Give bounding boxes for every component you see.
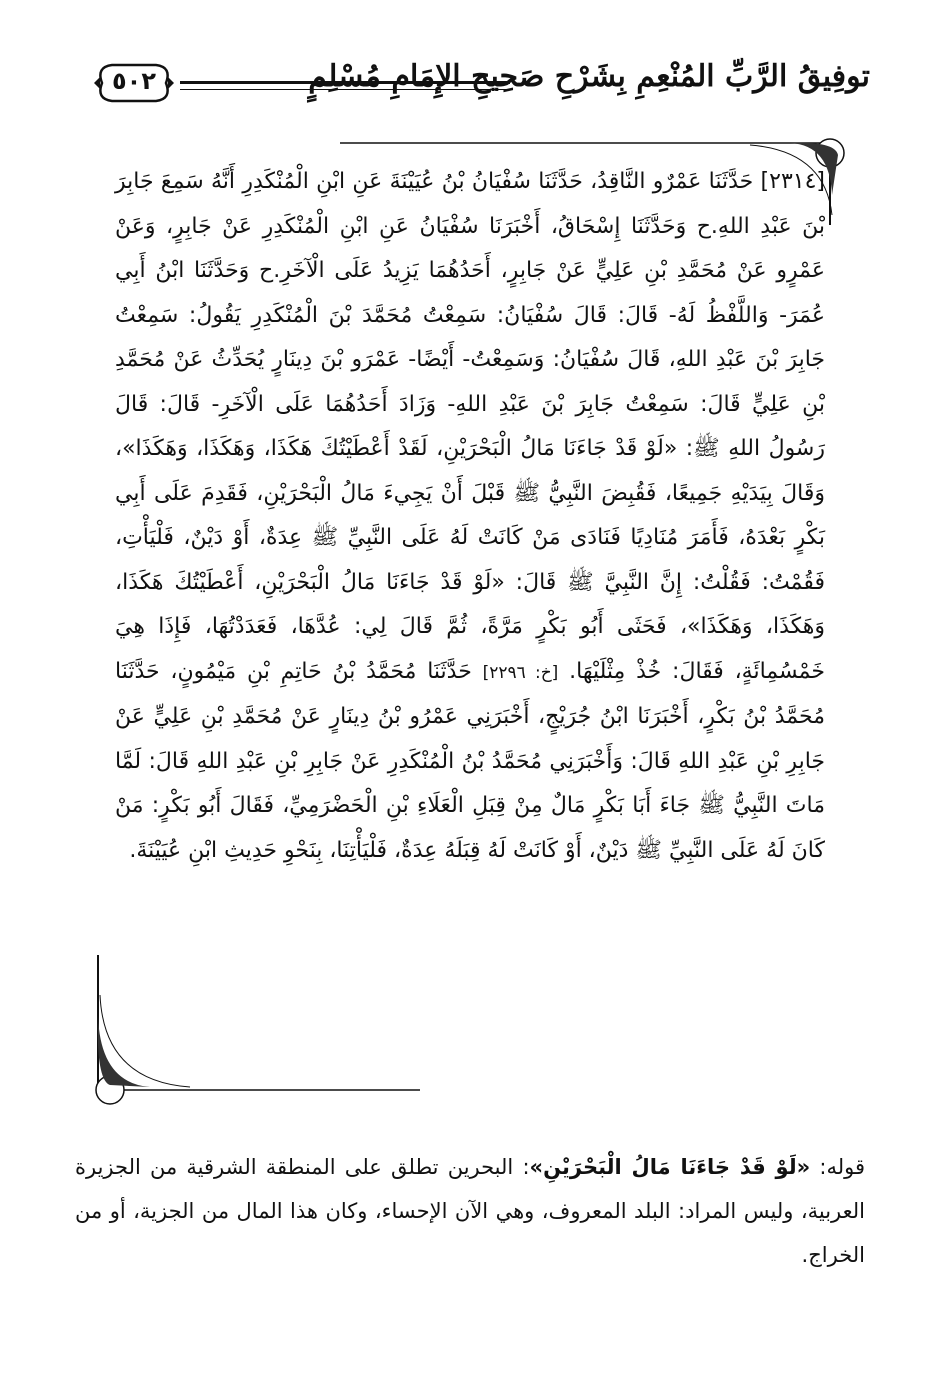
hadith-paragraph: حَدَّثَنَا مُحَمَّدُ بْنُ حَاتِمِ بْنِ مَيْمُونٍ، حَدَّثَنَا مُحَمَّدُ بْنُ بَكْرٍ، أَخْبَرَنَا ابْنُ جُرَيْجٍ، أَخْبَرَنِي عَمْرُو بْنُ دِينَارٍ عَنْ مُحَمَّدِ بْنِ عَلِيٍّ عَنْ جَابِرِ بْنِ عَبْدِ اللهِ قَالَ: وَأَخْبَرَنِي مُحَمَّدُ بْنُ الْمُنْكَدِرِ عَنْ جَابِرِ بْنِ عَبْدِ اللهِ قَالَ: لَمَّا مَاتَ النَّبِيُّ ﷺ جَاءَ أَبَا بَكْرٍ مَالٌ مِنْ قِبَلِ الْعَلَاءِ بْنِ الْحَضْرَمِيِّ، فَقَالَ أَبُو بَكْرٍ: مَنْ كَانَ لَهُ عَلَى النَّبِيِّ ﷺ دَيْنٌ، أَوْ كَانَتْ لَهُ قِبَلَهُ عِدَةٌ، فَلْيَأْتِنَا، بِنَحْوِ حَدِيثِ ابْنِ عُيَيْنَةَ. xyxy=(115,658,825,863)
page-header xyxy=(80,55,870,125)
commentary-intro: قوله: xyxy=(819,1155,865,1179)
header-rule xyxy=(180,81,510,84)
book-title: توفِيقُ الرَّبِّ المُنْعِمِ بِشَرْحِ صَحِيحِ الإِمَامِ مُسْلِمٍ xyxy=(308,59,870,94)
commentary-quote: «لَوْ قَدْ جَاءَنَا مَالُ الْبَحْرَيْنِ» xyxy=(529,1155,811,1179)
hadith-paragraph: [٢٣١٤] حَدَّثَنَا عَمْرٌو النَّاقِدُ، حَدَّثَنَا سُفْيَانُ بْنُ عُيَيْنَةَ عَنِ ابْنِ الْمُنْكَدِرِ أَنَّهُ سَمِعَ جَابِرَ بْنَ عَبْدِ اللهِ.ح وَحَدَّثَنَا إِسْحَاقُ، أَخْبَرَنَا سُفْيَانُ عَنِ ابْنِ الْمُنْكَدِرِ عَنْ جَابِرٍ، وَعَنْ عَمْرٍو عَنْ مُحَمَّدِ بْنِ عَلِيٍّ عَنْ جَابِرٍ، أَحَدُهُمَا يَزِيدُ عَلَى الْآخَرِ.ح وَحَدَّثَنَا ابْنُ أَبِي عُمَرَ- وَاللَّفْظُ لَهُ- قَالَ: قَالَ سُفْيَانُ: سَمِعْتُ مُحَمَّدَ بْنَ الْمُنْكَدِرِ يَقُولُ: سَمِعْتُ جَابِرَ بْنَ عَبْدِ اللهِ، قَالَ سُفْيَانُ: وَسَمِعْتُ- أَيْضًا- عَمْرَو بْنَ دِينَارٍ يُحَدِّثُ عَنْ مُحَمَّدِ بْنِ عَلِيٍّ قَالَ: سَمِعْتُ جَابِرَ بْنَ عَبْدِ اللهِ- وَزَادَ أَحَدُهُمَا عَلَى الْآخَرِ- قَالَ: قَالَ رَسُولُ اللهِ ﷺ: «لَوْ قَدْ جَاءَنَا مَالُ الْبَحْرَيْنِ، لَقَدْ أَعْطَيْتُكَ هَكَذَا، وَهَكَذَا، وَهَكَذَا»، وَقَالَ بِيَدَيْهِ جَمِيعًا، فَقُبِضَ النَّبِيُّ ﷺ قَبْلَ أَنْ يَجِيءَ مَالُ الْبَحْرَيْنِ، فَقَدِمَ عَلَى أَبِي بَكْرٍ بَعْدَهُ، فَأَمَرَ مُنَادِيًا فَنَادَى مَنْ كَانَتْ لَهُ عَلَى النَّبِيِّ ﷺ عِدَةٌ، أَوْ دَيْنٌ، فَلْيَأْتِ، فَقُمْتُ: فَقُلْتُ: إِنَّ النَّبِيَّ ﷺ قَالَ: «لَوْ قَدْ جَاءَنَا مَالُ الْبَحْرَيْنِ، أَعْطَيْتُكَ هَكَذَا، وَهَكَذَا، وَهَكَذَا»، فَحَثَى أَبُو بَكْرٍ مَرَّةً، ثُمَّ قَالَ لِي: عُدَّهَا، فَعَدَدْتُهَا، فَإِذَا هِيَ خَمْسُمِائَةٍ، فَقَالَ: خُذْ مِثْلَيْهَا. xyxy=(115,169,825,684)
hadith-text xyxy=(115,160,825,873)
page-number: ٥٠٢ xyxy=(112,67,156,95)
header-rule-thin xyxy=(180,89,510,90)
bukhari-reference: [خ: ٢٢٩٦] xyxy=(482,662,559,683)
page-number-ornament xyxy=(92,61,176,105)
commentary-body: : البحرين تطلق على المنطقة الشرقية من الجزيرة العربية، وليس المراد: البلد المعروف، وهي الآن الإحساء، وكان هذا المال من الجزية، أو من الخراج. xyxy=(75,1155,865,1267)
commentary-text xyxy=(75,1145,865,1277)
